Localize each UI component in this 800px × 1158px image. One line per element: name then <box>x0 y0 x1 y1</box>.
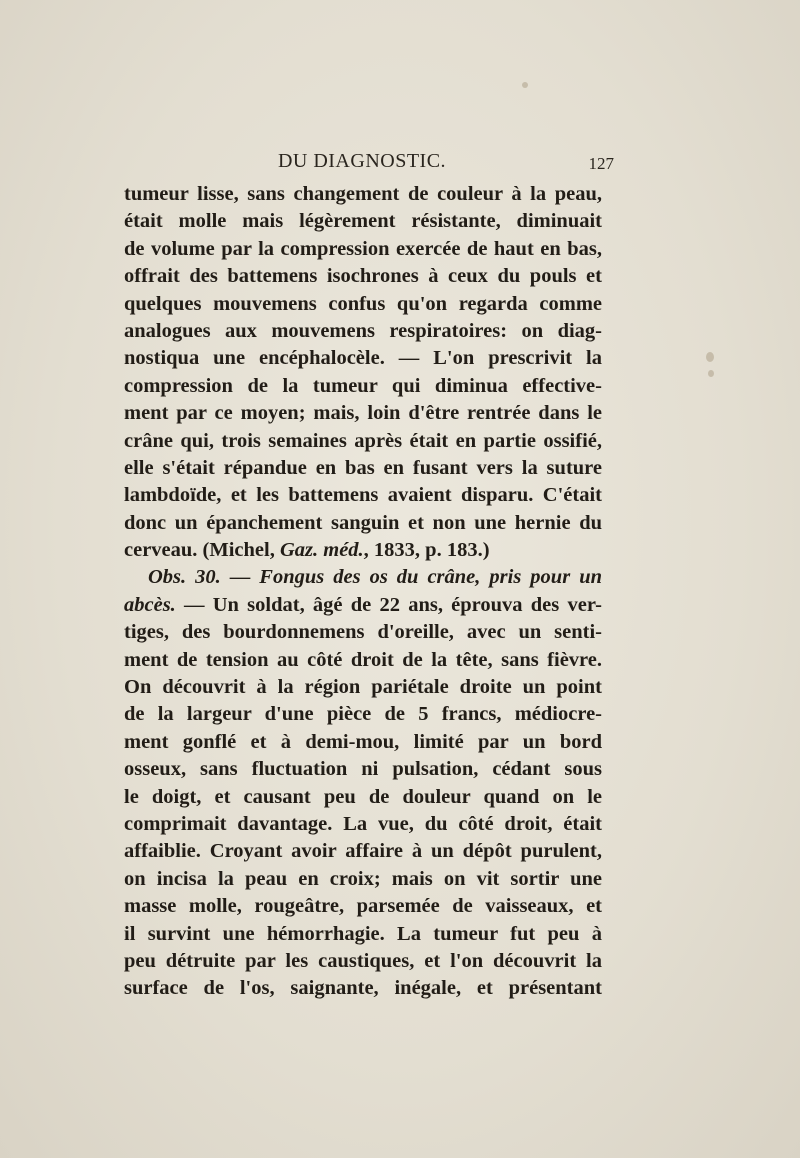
text-line: affaiblie. Croyant avoir affaire à un dépôt purulent, <box>124 840 602 863</box>
page-number: 127 <box>588 154 614 173</box>
text-line: offrait des battemens isochrones à ceux du pouls et <box>124 265 602 288</box>
running-head-title: DU DIAGNOSTIC. <box>277 150 447 172</box>
text-line: il survint une hémorrhagie. La tumeur fut peu à <box>124 922 602 945</box>
text-line: ment par ce moyen; mais, loin d'être rentrée dans le <box>124 402 602 425</box>
text-line: peu détruite par les caustiques, et l'on découvrit la <box>124 949 602 972</box>
running-head <box>124 148 614 178</box>
text-line: compression de la tumeur qui diminua effective- <box>124 374 602 397</box>
text-line: de la largeur d'une pièce de 5 francs, médiocre- <box>124 703 602 726</box>
text-line: nostiqua une encéphalocèle. — L'on prescrivit la <box>124 347 602 370</box>
text-line: ment de tension au côté droit de la tête, sans fièvre. <box>124 648 602 671</box>
text-line: elle s'était répandue en bas en fusant vers la suture <box>124 456 602 479</box>
text-line: On découvrit à la région pariétale droite un point <box>124 676 602 699</box>
citation-journal: Gaz. méd. <box>279 539 364 562</box>
observation-dash: — <box>220 566 260 589</box>
text-line: surface de l'os, saignante, inégale, et présentant <box>124 977 602 1000</box>
text-line: était molle mais légèrement résistante, diminuait <box>124 210 602 233</box>
citation-line <box>124 537 602 564</box>
text-line: quelques mouvemens confus qu'on regarda comme <box>124 292 602 315</box>
text-line: le doigt, et causant peu de douleur quand on le <box>124 785 602 808</box>
text-line: lambdoïde, et les battemens avaient disparu. C'était <box>124 484 602 507</box>
observation-title-end: abcès. <box>124 593 176 616</box>
observation-label: Obs. 30. <box>148 566 221 589</box>
text-line: de volume par la compression exercée de haut en bas, <box>124 237 602 260</box>
observation-text: — Un soldat, âgé de 22 ans, éprouva des ver- <box>175 593 602 616</box>
text-line: tumeur lisse, sans changement de couleur à la peau, <box>124 183 602 205</box>
body-text <box>124 181 602 1003</box>
citation-details: , 1833, p. 183.) <box>363 539 490 562</box>
text-line: donc un épanchement sanguin et non une hernie du <box>124 511 602 534</box>
paper-speck <box>708 370 714 377</box>
text-line: osseux, sans fluctuation ni pulsation, cédant sous <box>124 758 602 781</box>
observation-title: Fongus des os du crâne, pris pour un <box>259 566 602 589</box>
text-line: analogues aux mouvemens respiratoires: on diag- <box>124 319 602 342</box>
text-line: masse molle, rougeâtre, parsemée de vaisseaux, et <box>124 895 602 918</box>
text-line: comprimait davantage. La vue, du côté droit, était <box>124 812 602 835</box>
observation-title-line <box>124 592 602 619</box>
paper-speck <box>706 352 714 362</box>
text-line: crâne qui, trois semaines après était en partie ossifié, <box>124 429 602 452</box>
citation-text: cerveau. (Michel, <box>124 539 280 562</box>
text-line: tiges, des bourdonnemens d'oreille, avec un senti- <box>124 621 602 644</box>
observation-heading-line <box>124 564 602 591</box>
text-line: on incisa la peau en croix; mais on vit sortir une <box>124 867 602 890</box>
text-line: ment gonflé et à demi-mou, limité par un bord <box>124 730 602 753</box>
paper-speck <box>522 82 528 88</box>
